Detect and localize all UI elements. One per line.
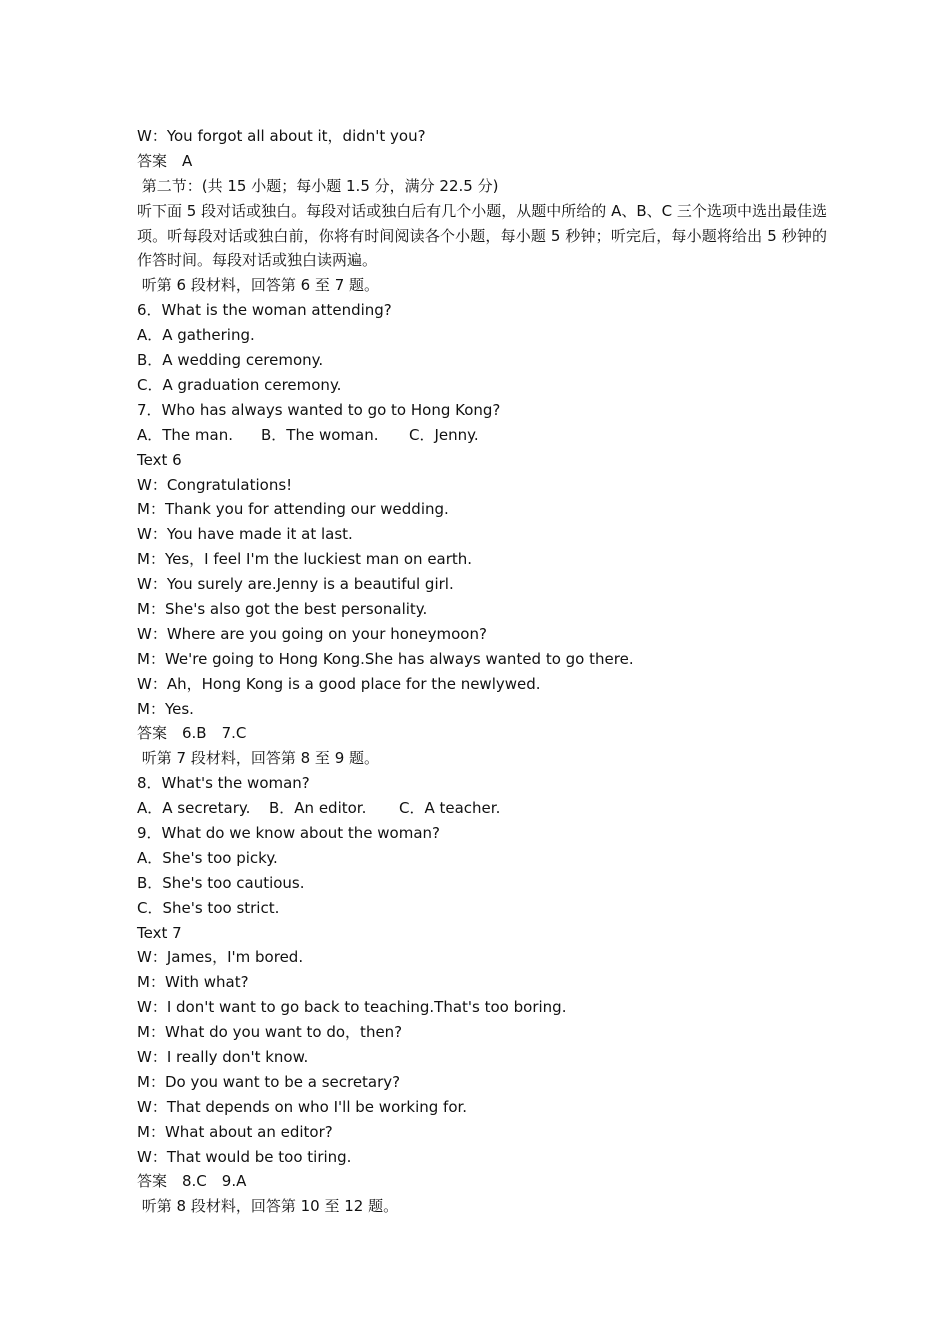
question-7-option-a: A．The man. [137, 425, 234, 444]
question-6-option-b: B．A wedding ceremony. [137, 351, 324, 370]
answer-line: 答案 6.B 7.C [137, 724, 247, 743]
text-heading: Text 6 [137, 450, 182, 469]
dialogue-line: W：I don't want to go back to teaching.That's too boring. [137, 998, 567, 1017]
question-7-option-b: B．The woman. [261, 425, 379, 444]
question-6-option-c: C．A graduation ceremony. [137, 375, 342, 394]
dialogue-line: W：You forgot all about it，didn't you? [137, 127, 426, 145]
dialogue-line: W：You surely are.Jenny is a beautiful girl. [137, 575, 454, 594]
dialogue-line: W：James，I'm bored. [137, 948, 304, 967]
answer-line: 答案 A [137, 151, 193, 170]
dialogue-line: M：She's also got the best personality. [137, 599, 428, 618]
question-9-option-a: A．She's too picky. [137, 848, 278, 867]
dialogue-line: M：We're going to Hong Kong.She has always wanted to go there. [137, 649, 634, 668]
question-8: 8．What's the woman? [137, 774, 310, 793]
question-9-option-c: C．She's too strict. [137, 898, 280, 917]
dialogue-line: W：Ah，Hong Kong is a good place for the newlywed. [137, 674, 541, 693]
material-heading: 听第 6 段材料，回答第 6 至 7 题。 [137, 276, 380, 295]
question-7-options [137, 423, 827, 448]
question-8-option-a: A．A secretary. [137, 799, 251, 818]
dialogue-line: M：Thank you for attending our wedding. [137, 500, 449, 519]
question-7: 7．Who has always wanted to go to Hong Kong? [137, 400, 501, 419]
question-8-option-c: C．A teacher. [399, 799, 501, 818]
section-instructions: 听下面 5 段对话或独白。每段对话或独白后有几个小题，从题中所给的 A、B、C 三个选项中选出最佳选项。听每段对话或独白前，你将有时间阅读各个小题，每小题 5 秒钟；听完后，每小题将给出 5 秒钟的作答时间。每段对话或独白读两遍。 [137, 201, 827, 270]
material-heading: 听第 8 段材料，回答第 10 至 12 题。 [137, 1197, 399, 1216]
dialogue-line: W：You have made it at last. [137, 525, 353, 544]
dialogue-line: M：Yes，I feel I'm the luckiest man on earth. [137, 550, 473, 569]
question-9: 9．What do we know about the woman? [137, 823, 441, 842]
question-8-option-b: B．An editor. [269, 799, 367, 818]
dialogue-line: M：What about an editor? [137, 1122, 333, 1141]
text-heading: Text 7 [137, 923, 182, 942]
dialogue-line: M：What do you want to do，then? [137, 1023, 403, 1042]
question-6-option-a: A．A gathering. [137, 326, 255, 345]
section-heading: 第二节：(共 15 小题；每小题 1.5 分，满分 22.5 分) [137, 176, 499, 195]
question-7-option-c: C．Jenny. [409, 425, 479, 444]
document-body [137, 124, 827, 1219]
question-8-options [137, 796, 827, 821]
dialogue-line: W：Where are you going on your honeymoon? [137, 624, 487, 643]
question-6: 6．What is the woman attending? [137, 301, 392, 320]
dialogue-line: W：That would be too tiring. [137, 1147, 352, 1166]
material-heading: 听第 7 段材料，回答第 8 至 9 题。 [137, 749, 380, 768]
dialogue-line: M：Yes. [137, 699, 194, 718]
dialogue-line: M：With what? [137, 973, 249, 992]
dialogue-line: W：Congratulations! [137, 475, 293, 494]
dialogue-line: W：That depends on who I'll be working for. [137, 1097, 468, 1116]
dialogue-line: M：Do you want to be a secretary? [137, 1072, 401, 1091]
dialogue-line: W：I really don't know. [137, 1048, 309, 1066]
answer-line: 答案 8.C 9.A [137, 1172, 247, 1191]
question-9-option-b: B．She's too cautious. [137, 873, 305, 892]
